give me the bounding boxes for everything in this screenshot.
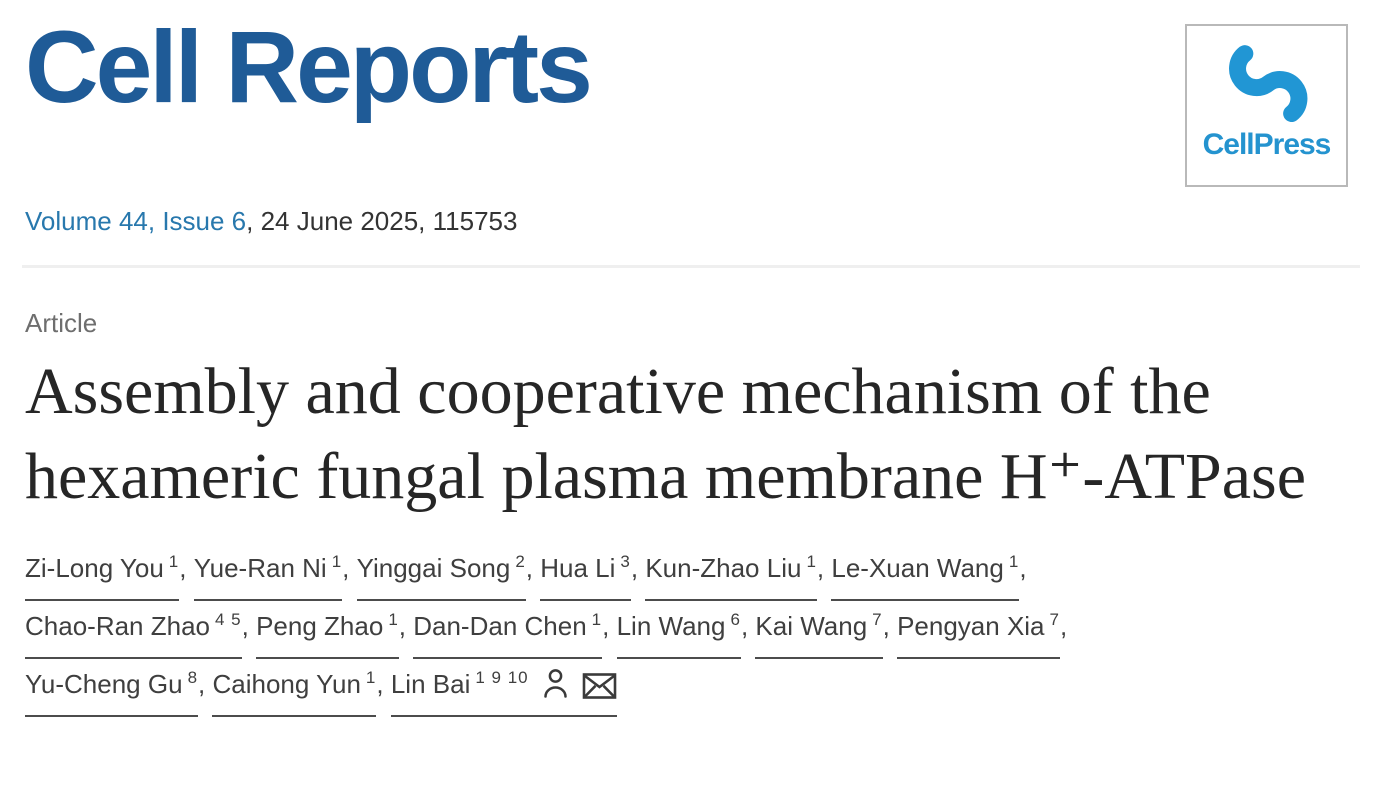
author-affiliation-superscript: 1 <box>168 552 180 571</box>
author-separator: , <box>342 553 357 583</box>
author-separator: , <box>241 611 257 641</box>
author-link[interactable] <box>256 601 399 659</box>
author-separator: , <box>198 669 213 699</box>
author-affiliation-superscript: 6 <box>730 610 741 629</box>
author-list <box>25 543 1205 717</box>
author-name: Zi-Long You <box>25 553 164 583</box>
issue-date-text: , 24 June 2025, 115753 <box>246 206 518 236</box>
author-separator: , <box>630 553 646 583</box>
author-link[interactable] <box>25 659 198 717</box>
author-link[interactable] <box>617 601 741 659</box>
author-name: Chao-Ran Zhao <box>25 611 210 641</box>
author-name: Peng Zhao <box>256 611 384 641</box>
author-affiliation-superscript: 1 <box>591 610 603 629</box>
author-link[interactable] <box>25 601 242 659</box>
journal-banner <box>25 0 1357 124</box>
author-name: Pengyan Xia <box>897 611 1045 641</box>
author-affiliation-superscript: 2 <box>515 552 526 571</box>
author-affiliation-superscript: 3 <box>620 552 631 571</box>
email-icon[interactable] <box>582 672 617 700</box>
header-divider <box>22 265 1360 268</box>
author-separator: , <box>179 553 194 583</box>
author-affiliation-superscript: 1 <box>388 610 399 629</box>
author-affiliation-superscript: 1 <box>365 668 377 687</box>
author-link[interactable] <box>540 543 631 601</box>
author-link[interactable] <box>645 543 817 601</box>
author-name: Dan-Dan Chen <box>413 611 587 641</box>
author-affiliation-superscript: 7 <box>1049 610 1060 629</box>
author-link[interactable] <box>391 659 617 717</box>
author-separator: , <box>602 611 617 641</box>
author-link[interactable] <box>194 543 342 601</box>
author-link[interactable] <box>357 543 526 601</box>
person-icon[interactable] <box>542 667 569 700</box>
author-link[interactable] <box>831 543 1019 601</box>
author-link[interactable] <box>897 601 1060 659</box>
author-name: Yue-Ran Ni <box>193 553 327 583</box>
author-affiliation-superscript: 1 <box>331 552 343 571</box>
author-name: Kun-Zhao Liu <box>645 553 802 583</box>
article-type-label: Article <box>25 308 98 338</box>
author-affiliation-superscript: 4 5 <box>215 610 242 629</box>
author-affiliation-superscript: 1 <box>806 552 817 571</box>
author-name: Le-Xuan Wang <box>831 553 1004 583</box>
author-separator: , <box>398 611 414 641</box>
author-name: Kai Wang <box>755 611 868 641</box>
author-affiliation-superscript: 1 <box>1008 552 1020 571</box>
author-affiliation-superscript: 7 <box>872 610 883 629</box>
author-separator: , <box>1019 553 1027 583</box>
author-link[interactable] <box>755 601 882 659</box>
author-separator: , <box>882 611 898 641</box>
cell-reports-logo[interactable]: Cell Reports <box>25 10 590 124</box>
author-name: Hua Li <box>540 553 616 583</box>
author-name: Yu-Cheng Gu <box>25 669 183 699</box>
cellpress-wordmark: CellPress <box>1202 128 1331 161</box>
author-link[interactable] <box>25 543 179 601</box>
author-separator: , <box>1060 611 1068 641</box>
author-separator: , <box>816 553 832 583</box>
author-affiliation-superscript: 1 9 10 <box>475 668 529 687</box>
cellpress-swirl-icon <box>1217 32 1317 132</box>
author-separator: , <box>376 669 391 699</box>
author-affiliation-superscript: 8 <box>187 668 199 687</box>
author-name: Caihong Yun <box>212 669 361 699</box>
cellpress-logo[interactable] <box>1185 24 1348 187</box>
author-link[interactable] <box>413 601 602 659</box>
author-name: Yinggai Song <box>356 553 511 583</box>
author-name: Lin Wang <box>616 611 726 641</box>
author-separator: , <box>525 553 541 583</box>
issue-meta <box>25 206 1357 237</box>
author-separator: , <box>740 611 756 641</box>
article-title: Assembly and cooperative mechanism of the hexameric fungal plasma membrane H⁺-ATPase <box>25 355 1307 513</box>
author-name: Lin Bai <box>390 669 471 699</box>
author-link[interactable] <box>212 659 376 717</box>
volume-issue-link[interactable]: Volume 44, Issue 6 <box>25 206 247 236</box>
